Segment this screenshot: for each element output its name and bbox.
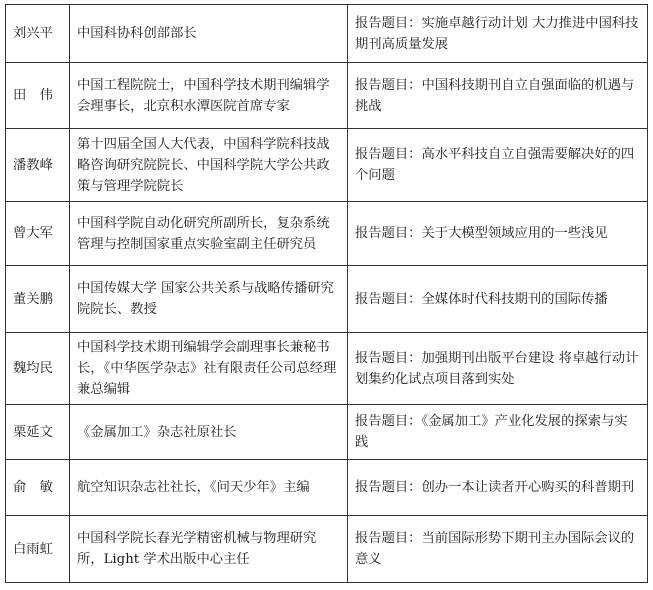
speaker-title: 航空知识杂志社社长，《问天少年》主编 <box>70 460 348 516</box>
report-topic: 报告题目：实施卓越行动计划 大力推进中国科技期刊高质量发展 <box>348 5 648 63</box>
table-row <box>6 460 648 516</box>
table-row <box>6 266 648 333</box>
speaker-name: 董关鹏 <box>6 266 70 333</box>
speaker-table <box>5 4 648 583</box>
speaker-name: 曾大军 <box>6 202 70 266</box>
speaker-name: 白雨虹 <box>6 516 70 583</box>
report-topic: 报告题目：创办一本让读者开心购买的科普期刊 <box>348 460 648 516</box>
speaker-title: 中国工程院院士，中国科学技术期刊编辑学会理事长，北京积水潭医院首席专家 <box>70 63 348 129</box>
speaker-name: 潘教峰 <box>6 129 70 202</box>
report-topic: 报告题目：全媒体时代科技期刊的国际传播 <box>348 266 648 333</box>
speaker-title: 中国科学院自动化研究所副所长，复杂系统管理与控制国家重点实验室副主任研究员 <box>70 202 348 266</box>
speaker-name: 魏均民 <box>6 333 70 405</box>
speaker-name: 栗延文 <box>6 405 70 460</box>
table-row <box>6 405 648 460</box>
speaker-title: 第十四届全国人大代表，中国科学院科技战略咨询研究院院长、中国科学院大学公共政策与管理学院院长 <box>70 129 348 202</box>
report-topic: 报告题目：高水平科技自立自强需要解决好的四个问题 <box>348 129 648 202</box>
speaker-title: 《金属加工》杂志社原社长 <box>70 405 348 460</box>
report-topic: 报告题目：关于大模型领域应用的一些浅见 <box>348 202 648 266</box>
table-row <box>6 5 648 63</box>
report-topic: 报告题目：中国科技期刊自立自强面临的机遇与挑战 <box>348 63 648 129</box>
speaker-name: 刘兴平 <box>6 5 70 63</box>
speaker-title: 中国传媒大学 国家公共关系与战略传播研究院院长、教授 <box>70 266 348 333</box>
report-topic: 报告题目：《金属加工》产业化发展的探索与实践 <box>348 405 648 460</box>
table-row <box>6 202 648 266</box>
speaker-title: 中国科协科创部部长 <box>70 5 348 63</box>
table-row <box>6 129 648 202</box>
speaker-title: 中国科学技术期刊编辑学会副理事长兼秘书长，《中华医学杂志》社有限责任公司总经理兼总编辑 <box>70 333 348 405</box>
speaker-title: 中国科学院长春光学精密机械与物理研究所，Light 学术出版中心主任 <box>70 516 348 583</box>
table-row <box>6 333 648 405</box>
report-topic: 报告题目：当前国际形势下期刊主办国际会议的意义 <box>348 516 648 583</box>
speaker-name: 俞 敏 <box>6 460 70 516</box>
report-topic: 报告题目：加强期刊出版平台建设 将卓越行动计划集约化试点项目落到实处 <box>348 333 648 405</box>
table-row <box>6 516 648 583</box>
table-row <box>6 63 648 129</box>
speaker-name: 田 伟 <box>6 63 70 129</box>
